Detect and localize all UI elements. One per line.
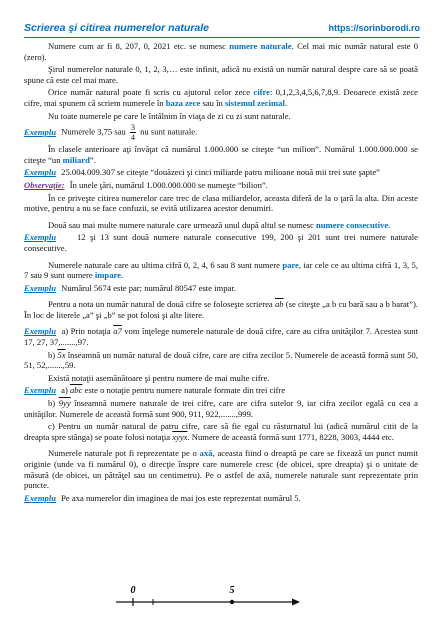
text: vom înţelege numerele naturale de două cifre, care au cifra unităţilor 7. Acestea sunt 17, 27, 37,.......,97. — [24, 326, 418, 348]
paragraph-digits — [24, 87, 418, 108]
keyword-odd: impare — [94, 270, 121, 281]
text: Numere cum ar fi 8, 207, 0, 2021 etc. se numesc — [48, 41, 230, 51]
text: . Cel mai mic număr natural este 0 (zero). — [24, 41, 418, 62]
fraction-denominator: 4 — [130, 133, 135, 143]
text: , iar cele ce au ultima cifră 1, 3, 5, 7 sau 9 sunt numere — [24, 259, 419, 281]
text: b) — [48, 349, 58, 360]
notation-5x: 5x — [57, 349, 66, 360]
paragraph-number-axis — [24, 448, 418, 490]
notation-abc: $\overline{abc}$ — [69, 385, 83, 396]
notation-xyyx: xyyx — [172, 431, 188, 442]
text: (se citeşte „a b cu bară sau a b barat”). În loc de literele „a” şi „b” se pot folosi şi alte litere. — [24, 299, 418, 320]
text: Numerele 3,75 sau — [61, 126, 128, 137]
text: Pe axa numerelor din imaginea de mai jos este reprezentat numărul 5. — [61, 492, 301, 503]
text: În unele ţări, numărul 1.000.000.000 se numeşte “bilion”. — [69, 179, 268, 190]
text: sau în — [200, 97, 225, 108]
text: 25.004.009.307 se citeşte “douăzeci şi cinci miliarde patru milioane nouă mii trei sute şapte” — [61, 167, 380, 178]
paragraph-even-odd — [24, 260, 418, 281]
example-label: Exemplu — [24, 167, 56, 178]
notation-ab: $\overline{ab}$ — [274, 299, 284, 310]
keyword-base-ten: baza zece — [165, 97, 201, 108]
example-even-odd — [24, 283, 418, 294]
text: Numărul 5674 este par; numărul 80547 este impar. — [61, 282, 236, 293]
paragraph-consecutive — [24, 220, 418, 231]
text: : 0,1,2,3,4,5,6,7,8,9. Deoarece există zece cifre, mai spunem că scriem numerele în — [24, 87, 418, 108]
axis-label-five: 5 — [229, 585, 235, 596]
paragraph-infinite-sequence: Şirul numerelor naturale 0, 1, 2, 3,… este infinit, adică nu există un număr natural despre care să se poată spune că este cel mai mare. — [24, 64, 418, 85]
observation-label: Observaţie: — [24, 179, 65, 190]
text: înseamnă numere naturale de trei cifre, care are cifra sutelor 9, iar cifra zecilor egală cu cea a unităţilor. Numerele de această formă sunt 900, 911, 922,.......,999. — [24, 398, 418, 419]
example-label: Exemplu — [24, 492, 56, 503]
fraction-numerator: 3 — [130, 123, 135, 133]
text: Două sau mai multe numere naturale care urmează unul după altul se numesc — [48, 219, 316, 230]
example-label: Exemplu — [24, 282, 56, 293]
text: Orice număr natural poate fi scris cu ajutorul celor zece — [48, 87, 254, 98]
keyword-axis: axă — [199, 448, 213, 459]
text: , aceasta fiind o dreaptă pe care se fixează un punct numit originie (unde va fi numărul 0), o direcţie înspre care numerele cresc (de obicei, spre dreapta) şi o unitate de măsură (de obicei, un pătrăţel sau un centimetru). Pe o astfel de axă, numerele naturale sunt reprezentate prin puncte. — [24, 448, 418, 491]
keyword-decimal-system: sistemul zecimal — [224, 97, 285, 108]
example-consecutive — [24, 232, 418, 253]
example-a7 — [24, 326, 418, 347]
text: este o notaţie pentru numere naturale formate din trei cifre — [82, 385, 286, 396]
example-9yy — [24, 398, 418, 419]
example-label: Exemplu — [24, 326, 56, 337]
example-xyyx — [24, 421, 418, 442]
text: a) — [61, 385, 70, 396]
paragraph-large-numbers: În ce priveşte citirea numerelor care trec de clasa miliardelor, aceasta diferă de la o ţară la alta. Din aceste motive, pentru a nu se face confuzii, se evită utilizarea acestor denumiri. — [24, 192, 418, 214]
example-label: Exemplu — [24, 126, 56, 137]
text: . — [388, 219, 391, 230]
text: Numerele naturale care au ultima cifră 0, 2, 4, 6 sau 8 sunt numere — [48, 259, 283, 270]
notation-a7: a7 — [113, 326, 122, 337]
text: Pentru a nota un număr natural de două cifre se foloseşte scrierea — [48, 299, 275, 310]
paragraph-bar-notation — [24, 299, 418, 320]
text: nu sunt naturale. — [137, 126, 198, 137]
lesson-content — [24, 41, 418, 505]
text: . — [121, 270, 124, 281]
text: Numerele naturale pot fi reprezentate pe o — [48, 448, 200, 459]
fraction-three-quarters — [130, 123, 136, 142]
number-axis — [24, 584, 418, 614]
example-reading-number — [24, 167, 418, 178]
text: înseamnă un număr natural de două cifre, care are cifra zecilor 5. Numerele de această formă sunt 50, 51, 52,.......,59. — [24, 349, 418, 371]
text: . Numere de această formă sunt 1771, 8228, 3003, 4444 etc. — [187, 431, 394, 442]
keyword-digits: cifre — [253, 87, 270, 98]
text: 12 şi 13 sunt două numere naturale consecutive 199, 200 şi 201 sunt trei numere naturale consecutive. — [24, 232, 418, 253]
header-divider — [24, 37, 420, 38]
paragraph-natural-numbers — [24, 41, 418, 62]
page-header — [24, 22, 420, 38]
site-link[interactable]: https://sorinborodi.ro — [328, 23, 420, 33]
page-title: Scrierea şi citirea numerelor naturale — [24, 22, 210, 34]
keyword-natural-numbers: numere naturale — [229, 41, 292, 51]
example-label: Exemplu — [24, 385, 56, 396]
paragraph-not-natural: Nu toate numerele pe care le întâlnim în viaţa de zi cu zi sunt naturale. — [48, 110, 291, 121]
text: ”. — [89, 154, 96, 165]
text: În clasele anterioare aţi învăţat că numărul 1.000.000 se citeşte “un milion”. Numărul 1.000.000.000 se citeşte “un — [24, 144, 418, 165]
text: . — [284, 97, 287, 108]
keyword-even: pare — [282, 259, 299, 270]
example-axis — [24, 493, 418, 504]
observation-bilion — [24, 180, 418, 191]
text: b) — [48, 398, 59, 409]
axis-label-zero: 0 — [130, 585, 136, 596]
example-5x — [24, 350, 418, 371]
axis-arrow-icon — [292, 599, 300, 606]
text: c) Pentru un număr natural de patru cifre, care să fie egal cu răsturnatul lui (adică numărul citit de la dreapta spre stânga) se poate folosi notaţia — [24, 421, 418, 442]
example-label: Exemplu — [24, 232, 56, 243]
example-non-natural — [24, 123, 418, 142]
point-five — [230, 600, 234, 604]
keyword-consecutive: numere consecutive — [315, 219, 389, 230]
paragraph-billion — [24, 144, 418, 165]
paragraph-more-digits: Există notaţii asemănătoare şi pentru numere de mai multe cifre. — [48, 372, 270, 383]
text: a) Prin notaţia — [61, 326, 114, 337]
keyword-billion: miliard — [62, 154, 90, 165]
notation-9yy: 9yy — [58, 398, 71, 409]
example-abc — [24, 385, 418, 396]
